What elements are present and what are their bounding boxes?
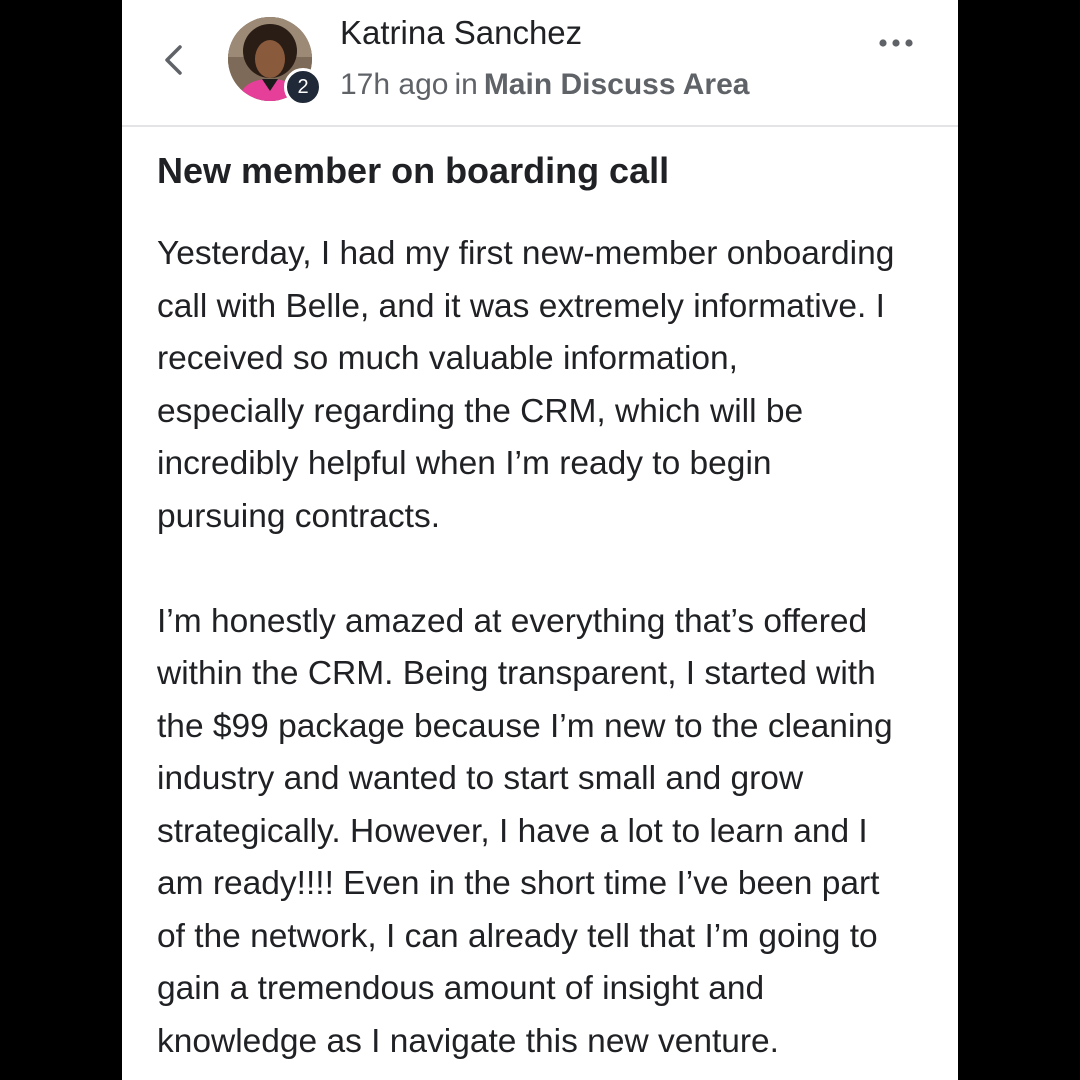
more-options-button[interactable] (876, 28, 916, 58)
body-line: call with Belle, and it was extremely informative. I (157, 287, 885, 325)
post-body (157, 228, 937, 1068)
body-line: within the CRM. Being transparent, I started with (157, 655, 876, 692)
body-line: I’m honestly amazed at everything that’s offered (157, 602, 868, 640)
level-badge: 2 (284, 68, 322, 106)
body-line: the $99 package because I’m new to the cleaning (157, 707, 893, 745)
post-paragraph-1 (157, 228, 937, 543)
author-name[interactable]: Katrina Sanchez (340, 14, 583, 51)
paragraph-gap (157, 543, 937, 596)
chevron-left-icon (162, 43, 186, 77)
body-line: strategically. However, I have a lot to learn and I (157, 812, 868, 850)
post-paragraph-2 (157, 596, 937, 1069)
body-line: incredibly helpful when I’m ready to begin (157, 445, 772, 482)
body-line: especially regarding the CRM, which will be (157, 392, 804, 430)
body-line: pursuing contracts. (157, 497, 441, 535)
meta-in-word: in (454, 68, 478, 101)
body-line: knowledge as I navigate this new venture. (157, 1022, 779, 1060)
post-meta (340, 68, 749, 102)
body-line: received so much valuable information, (157, 340, 738, 377)
body-line: gain a tremendous amount of insight and (157, 970, 765, 1007)
more-horizontal-icon (878, 38, 914, 48)
category-link[interactable]: Main Discuss Area (483, 68, 750, 101)
body-line: Yesterday, I had my first new-member onboarding (157, 235, 895, 272)
body-line: am ready!!!! Even in the short time I’ve been part (157, 865, 880, 902)
back-button[interactable] (158, 38, 190, 82)
post-time: 17h ago (340, 68, 449, 101)
body-line: of the network, I can already tell that I’m going to (157, 917, 878, 955)
body-line: industry and wanted to start small and grow (157, 760, 804, 797)
post-card (122, 0, 958, 1080)
post-header (122, 0, 958, 127)
post-title: New member on boarding call (157, 150, 670, 191)
